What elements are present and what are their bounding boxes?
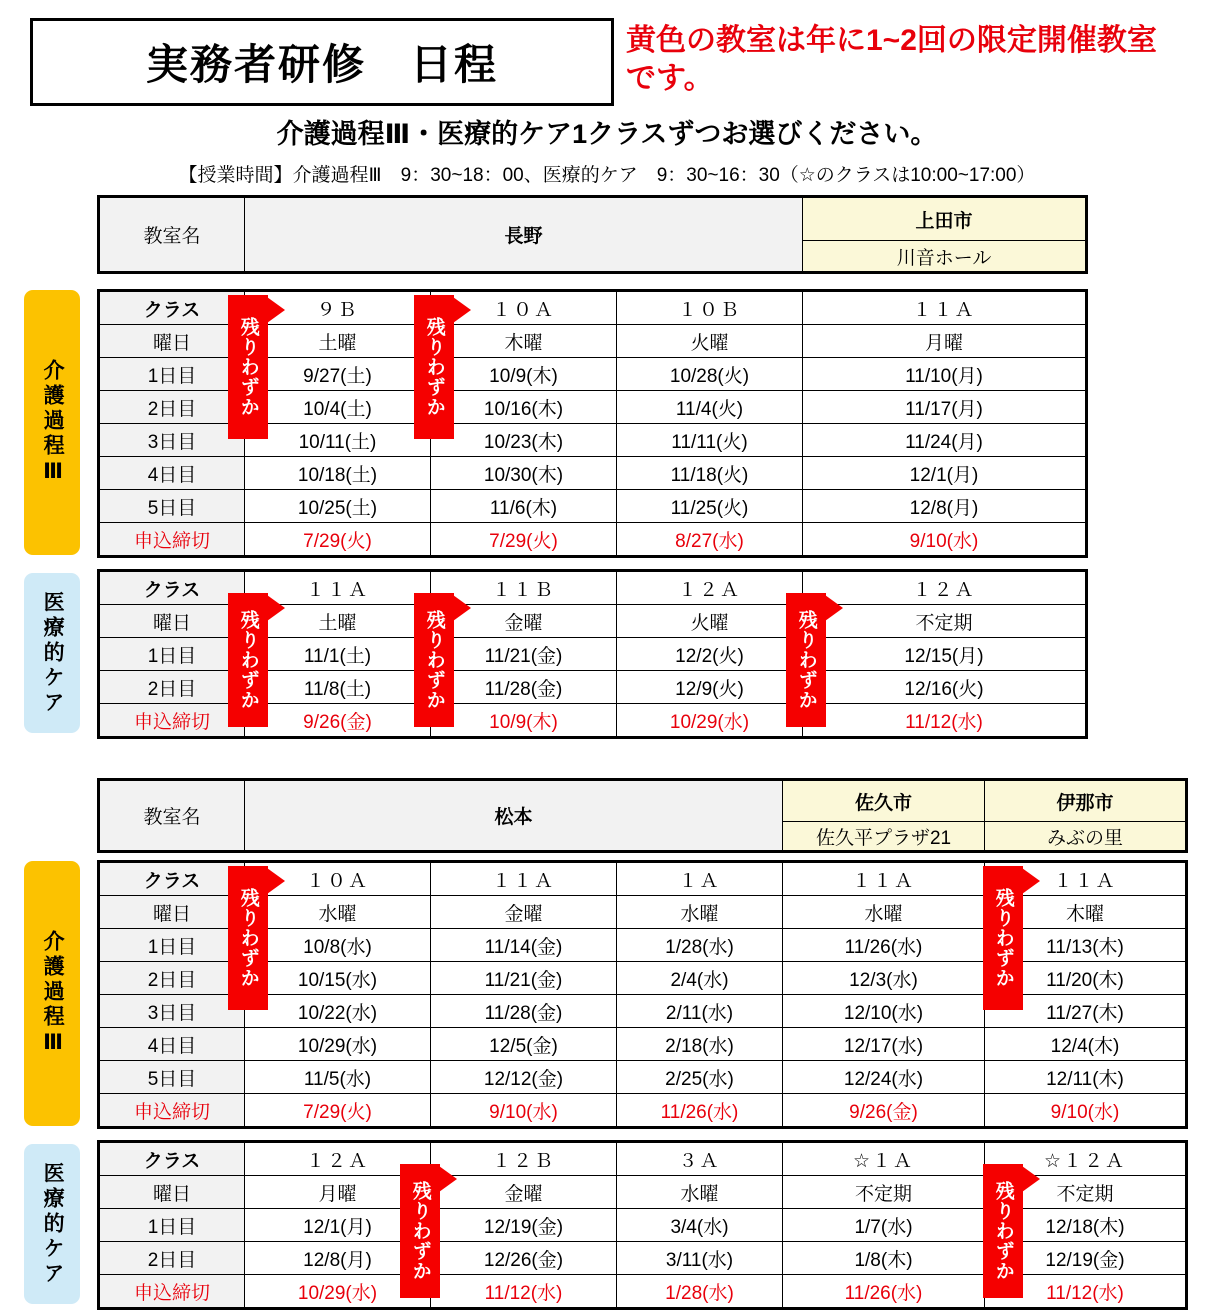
weekday-cell: 水曜 bbox=[617, 1176, 783, 1209]
date-cell: 11/1(土) bbox=[245, 638, 431, 671]
weekday-cell: 金曜 bbox=[431, 605, 617, 638]
weekday-cell: 不定期 bbox=[783, 1176, 985, 1209]
row-label-day4: 4日目 bbox=[99, 1028, 245, 1061]
date-cell: 10/16(木) bbox=[431, 391, 617, 424]
date-cell: 10/23(木) bbox=[431, 424, 617, 457]
date-cell: 12/1(月) bbox=[803, 457, 1087, 490]
row-label-class: クラス bbox=[99, 1142, 245, 1176]
date-cell: 1/28(水) bbox=[617, 929, 783, 962]
class-cell: １２Ｂ bbox=[431, 1142, 617, 1176]
class-cell: １０Ａ bbox=[431, 291, 617, 325]
date-cell: 11/28(金) bbox=[431, 671, 617, 704]
class-cell: ☆１２Ａ bbox=[985, 1142, 1187, 1176]
venue-saku: 佐久市 bbox=[783, 780, 985, 822]
venue-header-table-2 bbox=[97, 778, 1188, 853]
row-label-day2: 2日目 bbox=[99, 1242, 245, 1275]
weekday-cell: 水曜 bbox=[617, 896, 783, 929]
class-hours-note: 【授業時間】介護過程Ⅲ 9：30~18：00、医療的ケア 9：30~16：30（☆のクラスは10:00~17:00） bbox=[178, 165, 1036, 186]
date-cell: 12/2(火) bbox=[617, 638, 803, 671]
deadline-cell: 10/9(木) bbox=[431, 704, 617, 738]
ribbon-limited-seats: 残りわずか bbox=[228, 295, 268, 439]
deadline-cell: 9/10(水) bbox=[803, 523, 1087, 557]
date-cell: 2/25(水) bbox=[617, 1061, 783, 1094]
date-cell: 12/9(火) bbox=[617, 671, 803, 704]
row-label-deadline: 申込締切 bbox=[99, 523, 245, 557]
class-cell: １０Ｂ bbox=[617, 291, 803, 325]
deadline-cell: 9/10(水) bbox=[431, 1094, 617, 1128]
deadline-cell: 11/26(水) bbox=[617, 1094, 783, 1128]
date-cell: 2/11(水) bbox=[617, 995, 783, 1028]
weekday-cell: 木曜 bbox=[431, 325, 617, 358]
class-cell: ☆１Ａ bbox=[783, 1142, 985, 1176]
venue-nagano: 長野 bbox=[245, 197, 803, 273]
ribbon-limited-seats: 残りわずか bbox=[414, 295, 454, 439]
deadline-cell: 11/26(水) bbox=[783, 1275, 985, 1309]
date-cell: 11/18(火) bbox=[617, 457, 803, 490]
row-label-day5: 5日目 bbox=[99, 490, 245, 523]
row-label-day3: 3日目 bbox=[99, 424, 245, 457]
side-label-iryo: 医療的ケア bbox=[24, 1144, 80, 1304]
side-label-kaigo: 介護過程Ⅲ bbox=[24, 861, 80, 1126]
date-cell: 11/24(月) bbox=[803, 424, 1087, 457]
ribbon-limited-seats: 残りわずか bbox=[228, 866, 268, 1010]
date-cell: 10/22(水) bbox=[245, 995, 431, 1028]
date-cell: 11/13(木) bbox=[985, 929, 1187, 962]
deadline-cell: 9/26(金) bbox=[783, 1094, 985, 1128]
date-cell: 11/21(金) bbox=[431, 638, 617, 671]
classroom-name-label: 教室名 bbox=[99, 197, 245, 273]
row-label-day2: 2日目 bbox=[99, 391, 245, 424]
class-cell: １１Ａ bbox=[783, 862, 985, 896]
class-cell: １１Ｂ bbox=[431, 571, 617, 605]
class-cell: １１Ａ bbox=[245, 571, 431, 605]
deadline-cell: 1/28(水) bbox=[617, 1275, 783, 1309]
row-label-deadline: 申込締切 bbox=[99, 1275, 245, 1309]
venue-ina: 伊那市 bbox=[985, 780, 1187, 822]
weekday-cell: 不定期 bbox=[985, 1176, 1187, 1209]
date-cell: 11/14(金) bbox=[431, 929, 617, 962]
row-label-day1: 1日目 bbox=[99, 358, 245, 391]
date-cell: 10/25(土) bbox=[245, 490, 431, 523]
date-cell: 1/7(水) bbox=[783, 1209, 985, 1242]
date-cell: 11/5(水) bbox=[245, 1061, 431, 1094]
class-cell: １２Ａ bbox=[245, 1142, 431, 1176]
venue-ina-sub: みぶの里 bbox=[985, 822, 1187, 852]
row-label-weekday: 曜日 bbox=[99, 325, 245, 358]
warning-note: 黄色の教室は年に1~2回の限定開催教室です。 bbox=[626, 24, 1157, 96]
date-cell: 11/6(木) bbox=[431, 490, 617, 523]
date-cell: 12/19(金) bbox=[985, 1242, 1187, 1275]
date-cell: 11/28(金) bbox=[431, 995, 617, 1028]
date-cell: 10/29(水) bbox=[245, 1028, 431, 1061]
class-cell: １１Ａ bbox=[985, 862, 1187, 896]
row-label-class: クラス bbox=[99, 571, 245, 605]
date-cell: 10/15(水) bbox=[245, 962, 431, 995]
date-cell: 12/16(火) bbox=[803, 671, 1087, 704]
weekday-cell: 水曜 bbox=[783, 896, 985, 929]
row-label-weekday: 曜日 bbox=[99, 896, 245, 929]
venue-header-table-1 bbox=[97, 195, 1088, 274]
date-cell: 10/28(火) bbox=[617, 358, 803, 391]
class-cell: １１Ａ bbox=[431, 862, 617, 896]
ribbon-limited-seats: 残りわずか bbox=[786, 593, 826, 727]
row-label-weekday: 曜日 bbox=[99, 605, 245, 638]
deadline-cell: 7/29(火) bbox=[245, 1094, 431, 1128]
date-cell: 10/18(土) bbox=[245, 457, 431, 490]
date-cell: 11/21(金) bbox=[431, 962, 617, 995]
deadline-cell: 9/26(金) bbox=[245, 704, 431, 738]
deadline-cell: 7/29(火) bbox=[431, 523, 617, 557]
page-header bbox=[0, 0, 1214, 185]
row-label-day2: 2日目 bbox=[99, 671, 245, 704]
date-cell: 11/26(水) bbox=[783, 929, 985, 962]
date-cell: 11/10(月) bbox=[803, 358, 1087, 391]
weekday-cell: 金曜 bbox=[431, 896, 617, 929]
date-cell: 11/27(木) bbox=[985, 995, 1187, 1028]
date-cell: 12/15(月) bbox=[803, 638, 1087, 671]
date-cell: 12/8(月) bbox=[245, 1242, 431, 1275]
date-cell: 11/20(木) bbox=[985, 962, 1187, 995]
weekday-cell: 月曜 bbox=[245, 1176, 431, 1209]
date-cell: 12/17(水) bbox=[783, 1028, 985, 1061]
date-cell: 12/19(金) bbox=[431, 1209, 617, 1242]
deadline-cell: 11/12(水) bbox=[803, 704, 1087, 738]
row-label-weekday: 曜日 bbox=[99, 1176, 245, 1209]
class-cell: １２Ａ bbox=[617, 571, 803, 605]
deadline-cell: 9/10(水) bbox=[985, 1094, 1187, 1128]
venue-ueda: 上田市 bbox=[803, 197, 1087, 241]
classroom-name-label: 教室名 bbox=[99, 780, 245, 852]
venue-matsumoto: 松本 bbox=[245, 780, 783, 852]
date-cell: 1/8(木) bbox=[783, 1242, 985, 1275]
row-label-class: クラス bbox=[99, 862, 245, 896]
ribbon-limited-seats: 残りわずか bbox=[400, 1164, 440, 1298]
weekday-cell: 土曜 bbox=[245, 325, 431, 358]
deadline-cell: 10/29(水) bbox=[245, 1275, 431, 1309]
row-label-deadline: 申込締切 bbox=[99, 1094, 245, 1128]
date-cell: 9/27(土) bbox=[245, 358, 431, 391]
weekday-cell: 土曜 bbox=[245, 605, 431, 638]
date-cell: 12/11(木) bbox=[985, 1061, 1187, 1094]
date-cell: 3/11(水) bbox=[617, 1242, 783, 1275]
date-cell: 11/11(火) bbox=[617, 424, 803, 457]
class-cell: １２Ａ bbox=[803, 571, 1087, 605]
class-cell: １Ａ bbox=[617, 862, 783, 896]
weekday-cell: 木曜 bbox=[985, 896, 1187, 929]
row-label-day3: 3日目 bbox=[99, 995, 245, 1028]
class-cell: １１Ａ bbox=[803, 291, 1087, 325]
class-cell: １０Ａ bbox=[245, 862, 431, 896]
date-cell: 10/11(土) bbox=[245, 424, 431, 457]
row-label-class: クラス bbox=[99, 291, 245, 325]
deadline-cell: 11/12(水) bbox=[431, 1275, 617, 1309]
date-cell: 12/24(水) bbox=[783, 1061, 985, 1094]
ribbon-limited-seats: 残りわずか bbox=[983, 1164, 1023, 1298]
date-cell: 12/12(金) bbox=[431, 1061, 617, 1094]
row-label-deadline: 申込締切 bbox=[99, 704, 245, 738]
ribbon-limited-seats: 残りわずか bbox=[983, 866, 1023, 1010]
class-cell: ９Ｂ bbox=[245, 291, 431, 325]
page-title: 実務者研修 日程 bbox=[30, 18, 614, 106]
subtitle: 介護過程Ⅲ・医療的ケア1クラスずつお選びください。 bbox=[276, 119, 938, 149]
side-label-iryo: 医療的ケア bbox=[24, 573, 80, 733]
row-label-day1: 1日目 bbox=[99, 638, 245, 671]
date-cell: 12/5(金) bbox=[431, 1028, 617, 1061]
date-cell: 12/10(水) bbox=[783, 995, 985, 1028]
date-cell: 11/25(火) bbox=[617, 490, 803, 523]
deadline-cell: 10/29(水) bbox=[617, 704, 803, 738]
deadline-cell: 8/27(水) bbox=[617, 523, 803, 557]
row-label-day1: 1日目 bbox=[99, 1209, 245, 1242]
date-cell: 12/18(木) bbox=[985, 1209, 1187, 1242]
weekday-cell: 金曜 bbox=[431, 1176, 617, 1209]
venue-saku-sub: 佐久平プラザ21 bbox=[783, 822, 985, 852]
date-cell: 10/30(木) bbox=[431, 457, 617, 490]
row-label-day5: 5日目 bbox=[99, 1061, 245, 1094]
date-cell: 10/9(木) bbox=[431, 358, 617, 391]
venue-ueda-sub: 川音ホール bbox=[803, 241, 1087, 273]
deadline-cell: 11/12(水) bbox=[985, 1275, 1187, 1309]
date-cell: 10/8(水) bbox=[245, 929, 431, 962]
date-cell: 12/1(月) bbox=[245, 1209, 431, 1242]
date-cell: 12/26(金) bbox=[431, 1242, 617, 1275]
date-cell: 12/4(木) bbox=[985, 1028, 1187, 1061]
row-label-day4: 4日目 bbox=[99, 457, 245, 490]
weekday-cell: 不定期 bbox=[803, 605, 1087, 638]
weekday-cell: 月曜 bbox=[803, 325, 1087, 358]
ribbon-limited-seats: 残りわずか bbox=[414, 593, 454, 727]
row-label-day2: 2日目 bbox=[99, 962, 245, 995]
date-cell: 11/8(土) bbox=[245, 671, 431, 704]
date-cell: 11/4(火) bbox=[617, 391, 803, 424]
date-cell: 3/4(水) bbox=[617, 1209, 783, 1242]
weekday-cell: 火曜 bbox=[617, 605, 803, 638]
side-label-kaigo: 介護過程Ⅲ bbox=[24, 290, 80, 555]
weekday-cell: 水曜 bbox=[245, 896, 431, 929]
date-cell: 10/4(土) bbox=[245, 391, 431, 424]
class-cell: ３Ａ bbox=[617, 1142, 783, 1176]
date-cell: 12/8(月) bbox=[803, 490, 1087, 523]
weekday-cell: 火曜 bbox=[617, 325, 803, 358]
ribbon-limited-seats: 残りわずか bbox=[228, 593, 268, 727]
date-cell: 2/4(水) bbox=[617, 962, 783, 995]
row-label-day1: 1日目 bbox=[99, 929, 245, 962]
date-cell: 12/3(水) bbox=[783, 962, 985, 995]
date-cell: 2/18(水) bbox=[617, 1028, 783, 1061]
deadline-cell: 7/29(火) bbox=[245, 523, 431, 557]
date-cell: 11/17(月) bbox=[803, 391, 1087, 424]
